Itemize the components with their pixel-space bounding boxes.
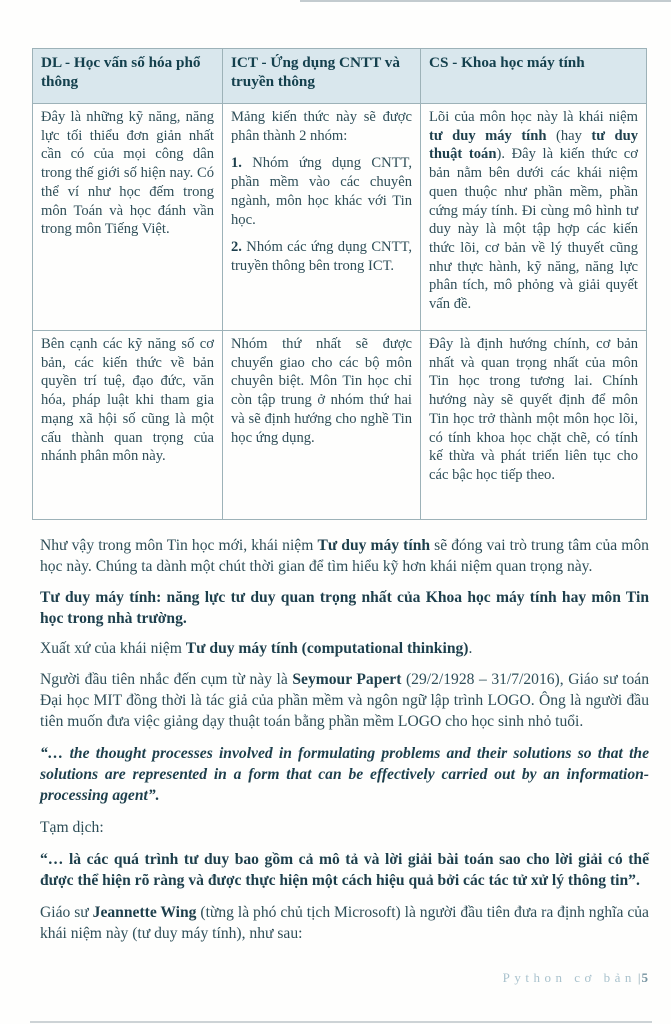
- page-number: 5: [641, 970, 648, 985]
- table-cell-cs-row1: Lõi của môn học này là khái niệm tư duy máy tính (hay tư duy thuật toán). Đây là kiến thức cơ bản nằm bên dưới các khái niệm quen thuộc như phần mềm, phần cứng máy tính. Đi cùng mô hình tư duy này là một tập hợp các kiến thức lõi, cơ bản về lý thuyết cũng như thực hành, kỹ năng, năng lực phân tích, mô phỏng và giải quyết vấn đề.: [421, 104, 647, 331]
- paragraph-seymour-papert: Người đầu tiên nhắc đến cụm từ này là Seymour Papert (29/2/1928 – 31/7/2016), Giáo sư toán Đại học MIT đồng thời là tác giả của phần mềm và ngôn ngữ lập trình LOGO. Ông là người đầu tiên muốn đưa việc giảng dạy thuật toán bằng phần mềm LOGO cho học sinh nhỏ tuổi.: [40, 670, 649, 730]
- paragraph-english-quote: “… the thought processes involved in formulating problems and their solutions so that the solutions are represented in a form that can be effectively carried out by an information-processing agent”.: [40, 744, 649, 804]
- body-text: [40, 535, 649, 953]
- table-cell-ict-row1: Mảng kiến thức này sẽ được phân thành 2 nhóm: 1. Nhóm ứng dụng CNTT, phần mềm vào các chuyên ngành, môn học khác với Tin học. 2. Nhóm các ứng dụng CNTT, truyền thông bên trong ICT.: [223, 104, 421, 331]
- table-header-dl: DL - Học vấn số hóa phổ thông: [33, 49, 223, 104]
- paragraph-intro: Như vậy trong môn Tin học mới, khái niệm Tư duy máy tính sẽ đóng vai trò trung tâm của môn học này. Chúng ta dành một chút thời gian để tìm hiểu kỹ hơn khái niệm quan trọng này.: [40, 537, 649, 575]
- table-header-row: [33, 49, 647, 104]
- table-header-cs: CS - Khoa học máy tính: [421, 49, 647, 104]
- table-cell-cs-row2: Đây là định hướng chính, cơ bản nhất và quan trọng nhất của môn Tin học trong tương lai. Chính hướng này sẽ quyết định để môn Tin học trở thành một môn học lõi, có tính khoa học chặt chẽ, có tính kế thừa và phát triển liên tục cho các bậc học tiếp theo.: [421, 331, 647, 520]
- paragraph-jeannette-wing: Giáo sư Jeannette Wing (từng là phó chủ tịch Microsoft) là người đầu tiên đưa ra định nghĩa của khái niệm này (tư duy máy tính), như sau:: [40, 903, 649, 942]
- scan-artifact-top-line: [300, 0, 671, 2]
- table-header-ict: ICT - Ứng dụng CNTT và truyền thông: [223, 49, 421, 104]
- scan-artifact-bottom-line: [30, 1021, 652, 1023]
- footer-separator: |: [637, 970, 642, 985]
- paragraph-definition-heading: Tư duy máy tính: năng lực tư duy quan trọng nhất của Khoa học máy tính hay môn Tin học trong nhà trường.: [40, 588, 649, 627]
- table-row: [33, 331, 647, 520]
- page-footer: [503, 970, 648, 986]
- paragraph-vietnamese-translation: “… là các quá trình tư duy bao gồm cả mô tả và lời giải bài toán sao cho lời giải có thể được thể hiện rõ ràng và được thực hiện một cách hiệu quả bởi các tác tử xử lý thông tin”.: [40, 850, 649, 889]
- table-cell-dl-row2: Bên cạnh các kỹ năng số cơ bản, các kiến thức về bản quyền trí tuệ, đạo đức, văn hóa, pháp luật khi tham gia mạng xã hội số cũng là một cấu thành quan trọng của nhánh phân môn này.: [33, 331, 223, 520]
- table-row: [33, 104, 647, 331]
- paragraph-tam-dich: Tạm dịch:: [40, 818, 104, 836]
- footer-book-title: Python cơ bản: [502, 970, 636, 985]
- table-cell-dl-row1: Đây là những kỹ năng, năng lực tối thiểu đơn giản nhất cần có của mọi công dân trong thế giới số hiện nay. Có thể ví như học đếm trong môn Toán và học đánh vần trong môn Tiếng Việt.: [33, 104, 223, 331]
- table-cell-ict-row2: Nhóm thứ nhất sẽ được chuyển giao cho các bộ môn chuyên biệt. Môn Tin học chỉ còn tập trung ở nhóm thứ hai và sẽ định hướng cho nghề Tin học ứng dụng.: [223, 331, 421, 520]
- comparison-table-wrap: [32, 48, 646, 520]
- paragraph-origin: Xuất xứ của khái niệm Tư duy máy tính (computational thinking).: [40, 640, 473, 657]
- dl-ict-cs-comparison-table: [32, 48, 647, 520]
